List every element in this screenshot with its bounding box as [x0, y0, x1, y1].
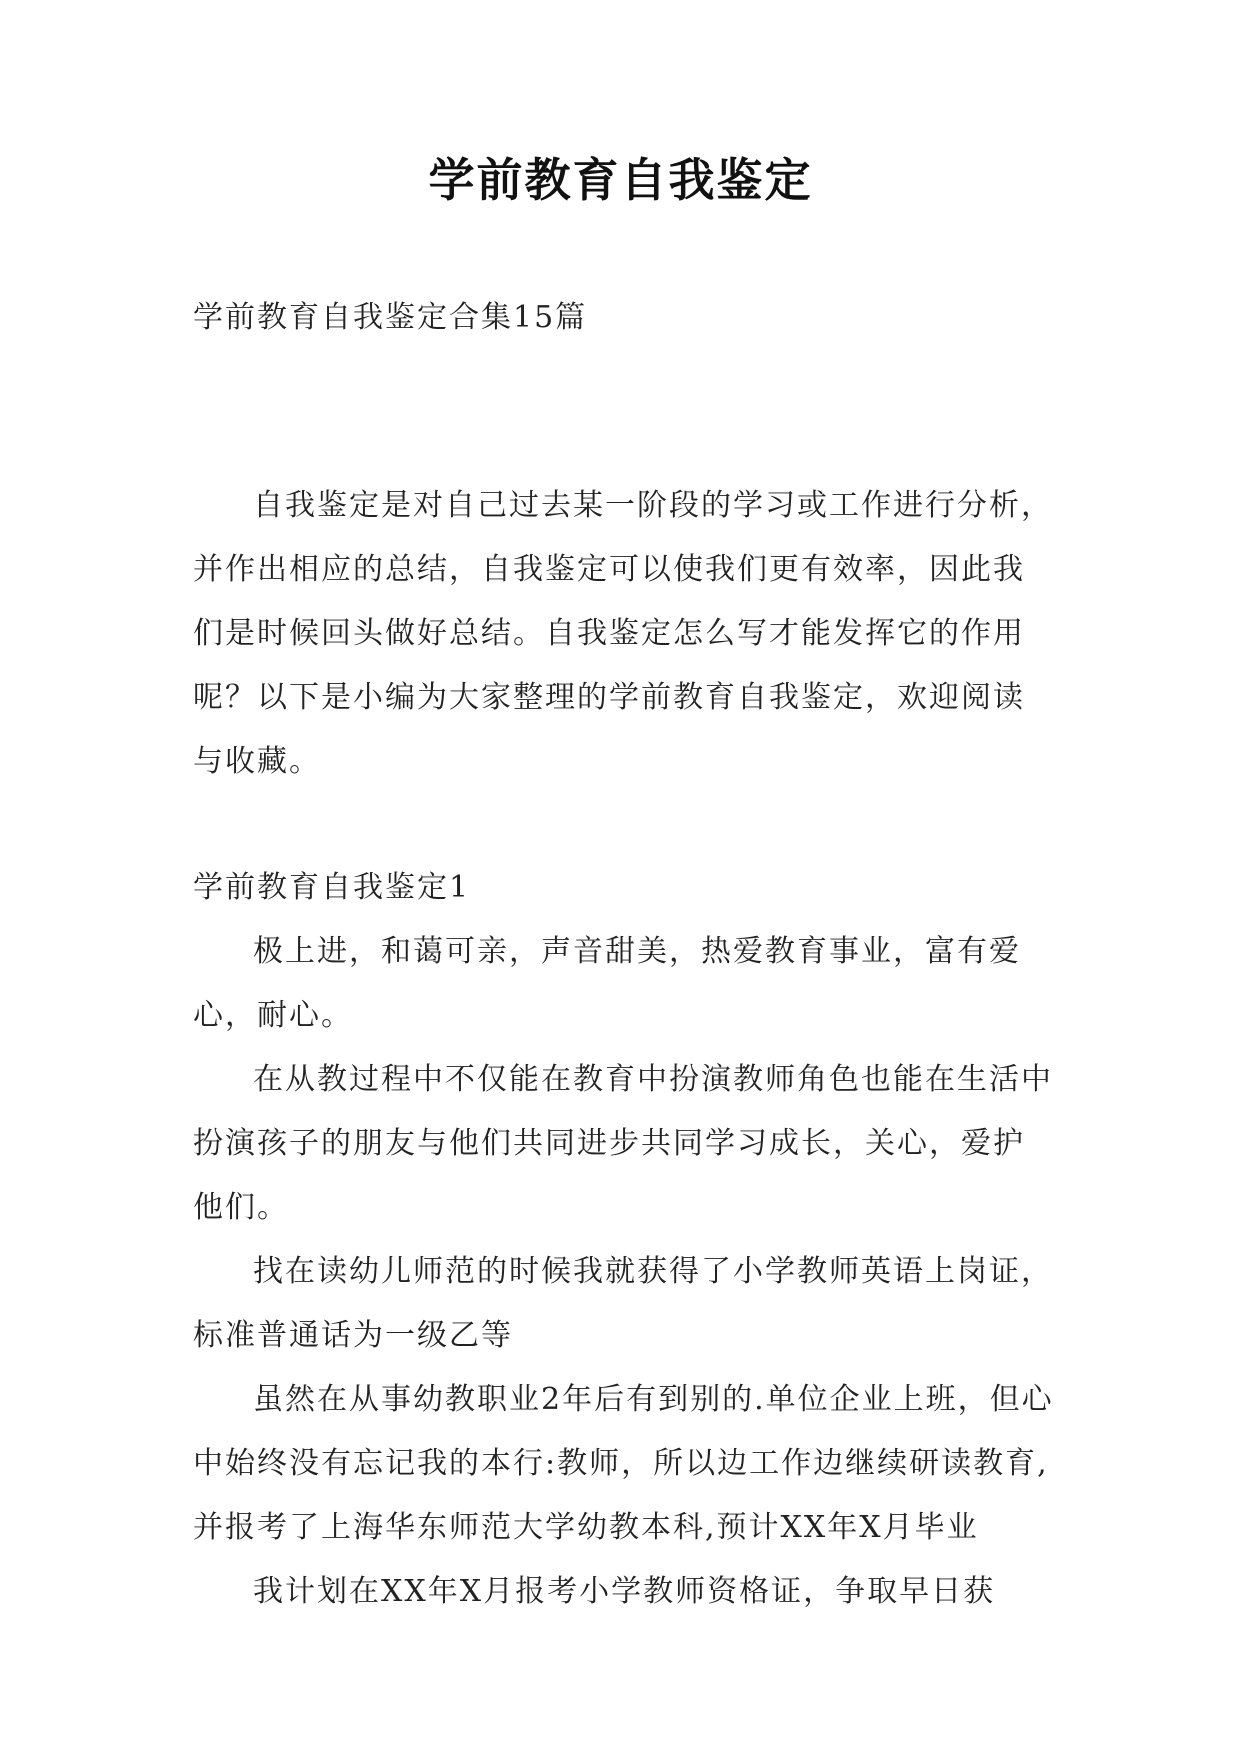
body-paragraph-4: 虽然在从事幼教职业2年后有到别的.单位企业上班，但心中始终没有忘记我的本行:教师，所以边工作边继续研读教育,并报考了上海华东师范大学幼教本科,预计XX年X月毕业: [193, 1382, 1054, 1545]
section-heading: 学前教育自我鉴定1: [193, 870, 471, 905]
document-body: [193, 286, 1055, 1624]
body-paragraph-2: 在从教过程中不仅能在教育中扮演教师角色也能在生活中扮演孩子的朋友与他们共同进步共同学习成长，关心，爱护他们。: [193, 1062, 1053, 1225]
document-title: 学前教育自我鉴定: [428, 153, 813, 207]
intro-paragraph: 自我鉴定是对自己过去某一阶段的学习或工作进行分析，并作出相应的总结，自我鉴定可以使我们更有效率，因此我们是时候回头做好总结。自我鉴定怎么写才能发挥它的作用呢？以下是小编为大家整理的学前教育自我鉴定，欢迎阅读与收藏。: [193, 488, 1053, 779]
body-paragraph-1: 极上进，和蔼可亲，声音甜美，热爱教育事业，富有爱心，耐心。: [193, 934, 1021, 1033]
document-subtitle: 学前教育自我鉴定合集15篇: [193, 300, 588, 335]
body-paragraph-3: 找在读幼儿师范的时候我就获得了小学教师英语上岗证，标准普通话为一级乙等: [193, 1254, 1053, 1353]
body-paragraph-5: 我计划在XX年X月报考小学教师资格证，争取早日获: [253, 1574, 996, 1609]
